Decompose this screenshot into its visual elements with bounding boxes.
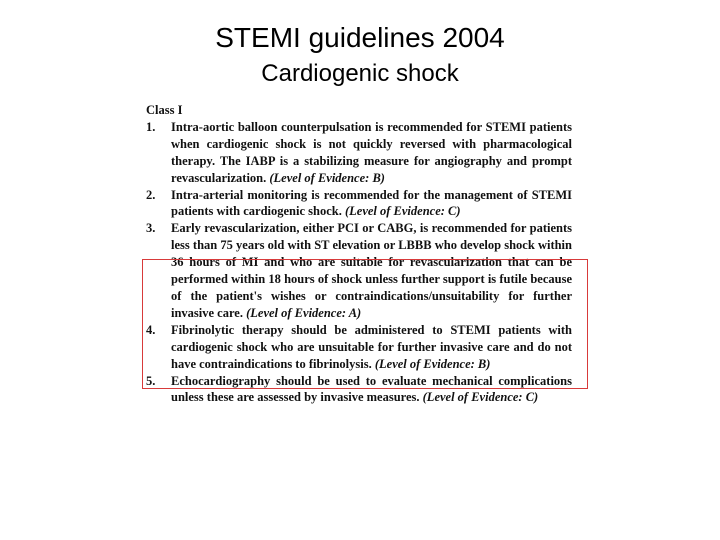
item-number: 4. xyxy=(146,322,156,337)
item-text: Echocardiography should be used to evaluate mechanical complications unless these are assessed by invasive measures. (Level of Evidence: C) xyxy=(171,373,572,405)
item-text: Fibrinolytic therapy should be administered to STEMI patients with cardiogenic shock who are unsuitable for further invasive care and do not have contraindications to fibrinolysis. (Level of Evidence: B) xyxy=(171,322,572,371)
item-number: 2. xyxy=(146,187,156,202)
item-number: 5. xyxy=(146,373,156,388)
class-heading: Class I xyxy=(146,103,183,117)
level-of-evidence: (Level of Evidence: B) xyxy=(374,356,491,371)
item-number: 1. xyxy=(146,119,156,134)
item-text: Intra-arterial monitoring is recommended for the management of STEMI patients with cardiogenic shock. (Level of Evidence: C) xyxy=(171,187,572,219)
level-of-evidence: (Level of Evidence: B) xyxy=(269,170,385,185)
level-of-evidence: (Level of Evidence: C) xyxy=(422,390,539,405)
item-text: Intra-aortic balloon counterpulsation is recommended for STEMI patients when cardiogenic shock is not quickly reversed with pharmacological therapy. The IABP is a stabilizing measure for angiography and prompt revascularization. (Level of Evidence: B) xyxy=(171,119,572,185)
level-of-evidence: (Level of Evidence: A) xyxy=(246,305,362,320)
item-number: 3. xyxy=(146,221,156,236)
slide-subtitle: Cardiogenic shock xyxy=(261,60,459,87)
recommendation-item xyxy=(146,119,572,187)
highlight-box xyxy=(142,259,588,389)
level-of-evidence: (Level of Evidence: C) xyxy=(344,204,461,219)
slide-title: STEMI guidelines 2004 xyxy=(215,22,505,53)
recommendation-item xyxy=(146,187,572,221)
item-text: Early revascularization, either PCI or CABG, is recommended for patients less than 75 years old with ST elevation or LBBB who develop shock within 36 hours of MI and who are suitable for revascularization that can be performed within 18 hours of shock unless further support is futile because of the patient's wishes or contraindications/unsuitability for further invasive care. (Level of Evidence: A) xyxy=(171,221,572,320)
